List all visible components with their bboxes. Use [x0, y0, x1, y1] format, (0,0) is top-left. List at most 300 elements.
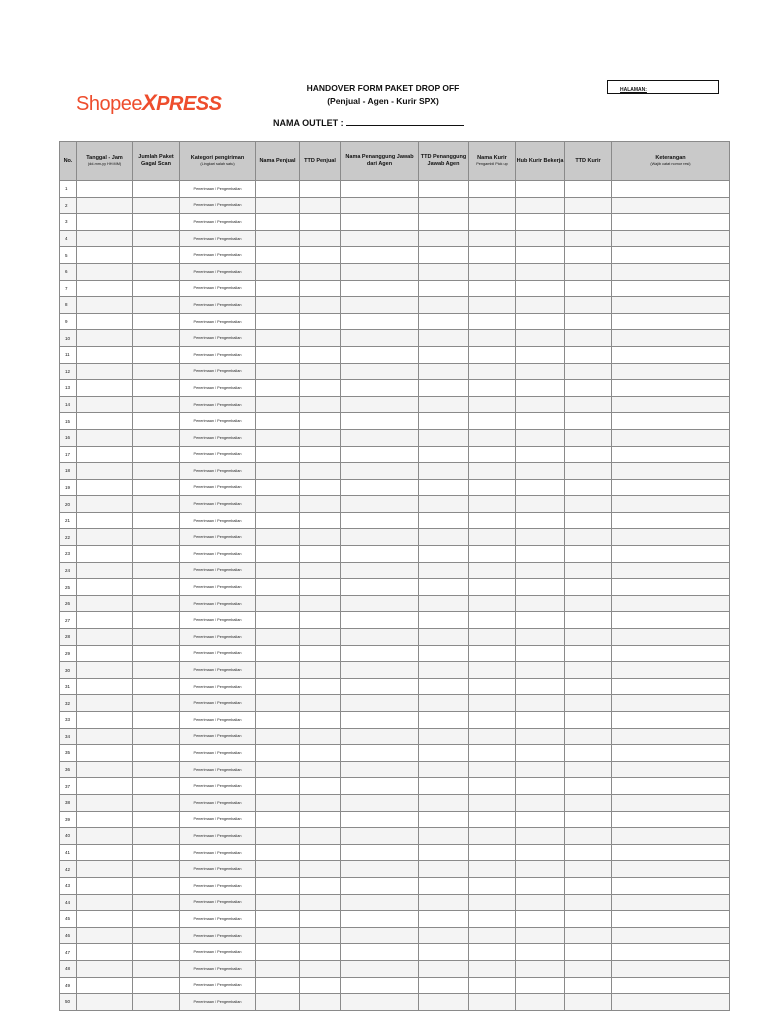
input-cell[interactable]	[565, 629, 612, 646]
input-cell[interactable]	[419, 313, 469, 330]
category-cell[interactable]: Penerimaan / Pengembalian	[180, 363, 256, 380]
input-cell[interactable]	[77, 214, 133, 231]
category-cell[interactable]: Penerimaan / Pengembalian	[180, 678, 256, 695]
input-cell[interactable]	[77, 695, 133, 712]
input-cell[interactable]	[256, 828, 300, 845]
input-cell[interactable]	[516, 745, 565, 762]
input-cell[interactable]	[419, 579, 469, 596]
input-cell[interactable]	[341, 546, 419, 563]
input-cell[interactable]	[77, 429, 133, 446]
input-cell[interactable]	[419, 678, 469, 695]
input-cell[interactable]	[341, 629, 419, 646]
category-cell[interactable]: Penerimaan / Pengembalian	[180, 280, 256, 297]
input-cell[interactable]	[77, 197, 133, 214]
input-cell[interactable]	[133, 861, 180, 878]
input-cell[interactable]	[419, 994, 469, 1011]
input-cell[interactable]	[612, 413, 730, 430]
input-cell[interactable]	[341, 944, 419, 961]
input-cell[interactable]	[516, 877, 565, 894]
input-cell[interactable]	[256, 811, 300, 828]
input-cell[interactable]	[419, 181, 469, 198]
input-cell[interactable]	[469, 877, 516, 894]
input-cell[interactable]	[133, 263, 180, 280]
input-cell[interactable]	[419, 977, 469, 994]
input-cell[interactable]	[612, 579, 730, 596]
input-cell[interactable]	[341, 346, 419, 363]
input-cell[interactable]	[612, 960, 730, 977]
input-cell[interactable]	[516, 861, 565, 878]
input-cell[interactable]	[612, 977, 730, 994]
category-cell[interactable]: Penerimaan / Pengembalian	[180, 230, 256, 247]
input-cell[interactable]	[565, 446, 612, 463]
input-cell[interactable]	[133, 496, 180, 513]
input-cell[interactable]	[77, 678, 133, 695]
category-cell[interactable]: Penerimaan / Pengembalian	[180, 330, 256, 347]
input-cell[interactable]	[77, 811, 133, 828]
input-cell[interactable]	[133, 761, 180, 778]
input-cell[interactable]	[256, 297, 300, 314]
input-cell[interactable]	[300, 230, 341, 247]
input-cell[interactable]	[77, 363, 133, 380]
category-cell[interactable]: Penerimaan / Pengembalian	[180, 479, 256, 496]
input-cell[interactable]	[419, 214, 469, 231]
input-cell[interactable]	[469, 446, 516, 463]
input-cell[interactable]	[565, 678, 612, 695]
input-cell[interactable]	[516, 662, 565, 679]
input-cell[interactable]	[612, 313, 730, 330]
category-cell[interactable]: Penerimaan / Pengembalian	[180, 446, 256, 463]
category-cell[interactable]: Penerimaan / Pengembalian	[180, 960, 256, 977]
input-cell[interactable]	[419, 363, 469, 380]
input-cell[interactable]	[256, 413, 300, 430]
input-cell[interactable]	[256, 263, 300, 280]
input-cell[interactable]	[565, 828, 612, 845]
input-cell[interactable]	[612, 330, 730, 347]
input-cell[interactable]	[469, 363, 516, 380]
input-cell[interactable]	[419, 413, 469, 430]
input-cell[interactable]	[341, 363, 419, 380]
input-cell[interactable]	[300, 712, 341, 729]
input-cell[interactable]	[565, 280, 612, 297]
input-cell[interactable]	[77, 861, 133, 878]
input-cell[interactable]	[256, 712, 300, 729]
input-cell[interactable]	[256, 678, 300, 695]
input-cell[interactable]	[565, 844, 612, 861]
input-cell[interactable]	[77, 380, 133, 397]
input-cell[interactable]	[300, 761, 341, 778]
input-cell[interactable]	[341, 612, 419, 629]
input-cell[interactable]	[612, 861, 730, 878]
input-cell[interactable]	[419, 695, 469, 712]
input-cell[interactable]	[133, 346, 180, 363]
input-cell[interactable]	[516, 463, 565, 480]
input-cell[interactable]	[565, 562, 612, 579]
input-cell[interactable]	[256, 778, 300, 795]
category-cell[interactable]: Penerimaan / Pengembalian	[180, 695, 256, 712]
input-cell[interactable]	[77, 977, 133, 994]
input-cell[interactable]	[341, 263, 419, 280]
input-cell[interactable]	[300, 844, 341, 861]
input-cell[interactable]	[612, 562, 730, 579]
input-cell[interactable]	[341, 728, 419, 745]
input-cell[interactable]	[612, 363, 730, 380]
input-cell[interactable]	[469, 313, 516, 330]
input-cell[interactable]	[77, 745, 133, 762]
category-cell[interactable]: Penerimaan / Pengembalian	[180, 662, 256, 679]
input-cell[interactable]	[77, 512, 133, 529]
input-cell[interactable]	[612, 745, 730, 762]
input-cell[interactable]	[133, 745, 180, 762]
input-cell[interactable]	[77, 960, 133, 977]
input-cell[interactable]	[565, 529, 612, 546]
input-cell[interactable]	[419, 960, 469, 977]
input-cell[interactable]	[77, 778, 133, 795]
input-cell[interactable]	[256, 728, 300, 745]
input-cell[interactable]	[256, 695, 300, 712]
category-cell[interactable]: Penerimaan / Pengembalian	[180, 828, 256, 845]
category-cell[interactable]: Penerimaan / Pengembalian	[180, 861, 256, 878]
input-cell[interactable]	[77, 894, 133, 911]
input-cell[interactable]	[300, 645, 341, 662]
category-cell[interactable]: Penerimaan / Pengembalian	[180, 894, 256, 911]
category-cell[interactable]: Penerimaan / Pengembalian	[180, 197, 256, 214]
input-cell[interactable]	[419, 861, 469, 878]
input-cell[interactable]	[612, 927, 730, 944]
input-cell[interactable]	[256, 214, 300, 231]
input-cell[interactable]	[419, 562, 469, 579]
input-cell[interactable]	[469, 380, 516, 397]
input-cell[interactable]	[341, 994, 419, 1011]
input-cell[interactable]	[565, 247, 612, 264]
input-cell[interactable]	[612, 346, 730, 363]
input-cell[interactable]	[341, 695, 419, 712]
category-cell[interactable]: Penerimaan / Pengembalian	[180, 396, 256, 413]
category-cell[interactable]: Penerimaan / Pengembalian	[180, 911, 256, 928]
input-cell[interactable]	[612, 214, 730, 231]
input-cell[interactable]	[565, 313, 612, 330]
input-cell[interactable]	[516, 629, 565, 646]
input-cell[interactable]	[300, 678, 341, 695]
input-cell[interactable]	[341, 911, 419, 928]
input-cell[interactable]	[516, 595, 565, 612]
category-cell[interactable]: Penerimaan / Pengembalian	[180, 346, 256, 363]
input-cell[interactable]	[256, 380, 300, 397]
input-cell[interactable]	[419, 645, 469, 662]
input-cell[interactable]	[300, 330, 341, 347]
input-cell[interactable]	[256, 579, 300, 596]
input-cell[interactable]	[77, 629, 133, 646]
input-cell[interactable]	[341, 247, 419, 264]
input-cell[interactable]	[77, 396, 133, 413]
input-cell[interactable]	[256, 629, 300, 646]
input-cell[interactable]	[256, 877, 300, 894]
input-cell[interactable]	[341, 313, 419, 330]
input-cell[interactable]	[77, 828, 133, 845]
category-cell[interactable]: Penerimaan / Pengembalian	[180, 811, 256, 828]
input-cell[interactable]	[341, 380, 419, 397]
input-cell[interactable]	[612, 645, 730, 662]
input-cell[interactable]	[565, 728, 612, 745]
input-cell[interactable]	[133, 960, 180, 977]
input-cell[interactable]	[565, 662, 612, 679]
input-cell[interactable]	[341, 429, 419, 446]
input-cell[interactable]	[565, 977, 612, 994]
input-cell[interactable]	[469, 977, 516, 994]
input-cell[interactable]	[469, 695, 516, 712]
input-cell[interactable]	[133, 944, 180, 961]
input-cell[interactable]	[565, 612, 612, 629]
category-cell[interactable]: Penerimaan / Pengembalian	[180, 844, 256, 861]
input-cell[interactable]	[469, 927, 516, 944]
input-cell[interactable]	[469, 197, 516, 214]
input-cell[interactable]	[256, 363, 300, 380]
input-cell[interactable]	[77, 844, 133, 861]
input-cell[interactable]	[612, 230, 730, 247]
input-cell[interactable]	[419, 546, 469, 563]
input-cell[interactable]	[341, 396, 419, 413]
input-cell[interactable]	[419, 330, 469, 347]
input-cell[interactable]	[469, 230, 516, 247]
category-cell[interactable]: Penerimaan / Pengembalian	[180, 463, 256, 480]
input-cell[interactable]	[133, 313, 180, 330]
input-cell[interactable]	[612, 512, 730, 529]
input-cell[interactable]	[256, 994, 300, 1011]
input-cell[interactable]	[77, 562, 133, 579]
input-cell[interactable]	[419, 280, 469, 297]
category-cell[interactable]: Penerimaan / Pengembalian	[180, 877, 256, 894]
input-cell[interactable]	[256, 761, 300, 778]
category-cell[interactable]: Penerimaan / Pengembalian	[180, 629, 256, 646]
input-cell[interactable]	[341, 529, 419, 546]
input-cell[interactable]	[300, 380, 341, 397]
input-cell[interactable]	[300, 496, 341, 513]
input-cell[interactable]	[565, 346, 612, 363]
input-cell[interactable]	[516, 247, 565, 264]
input-cell[interactable]	[469, 662, 516, 679]
category-cell[interactable]: Penerimaan / Pengembalian	[180, 645, 256, 662]
input-cell[interactable]	[565, 512, 612, 529]
input-cell[interactable]	[565, 994, 612, 1011]
input-cell[interactable]	[300, 479, 341, 496]
input-cell[interactable]	[516, 396, 565, 413]
input-cell[interactable]	[300, 546, 341, 563]
input-cell[interactable]	[133, 579, 180, 596]
input-cell[interactable]	[341, 595, 419, 612]
input-cell[interactable]	[469, 562, 516, 579]
input-cell[interactable]	[77, 479, 133, 496]
input-cell[interactable]	[565, 877, 612, 894]
input-cell[interactable]	[612, 263, 730, 280]
input-cell[interactable]	[133, 794, 180, 811]
input-cell[interactable]	[300, 994, 341, 1011]
input-cell[interactable]	[133, 728, 180, 745]
category-cell[interactable]: Penerimaan / Pengembalian	[180, 712, 256, 729]
input-cell[interactable]	[612, 662, 730, 679]
input-cell[interactable]	[469, 728, 516, 745]
input-cell[interactable]	[77, 230, 133, 247]
input-cell[interactable]	[612, 629, 730, 646]
input-cell[interactable]	[612, 695, 730, 712]
input-cell[interactable]	[565, 761, 612, 778]
input-cell[interactable]	[565, 363, 612, 380]
input-cell[interactable]	[300, 977, 341, 994]
input-cell[interactable]	[469, 629, 516, 646]
input-cell[interactable]	[612, 794, 730, 811]
input-cell[interactable]	[516, 811, 565, 828]
input-cell[interactable]	[341, 794, 419, 811]
input-cell[interactable]	[516, 546, 565, 563]
input-cell[interactable]	[419, 629, 469, 646]
input-cell[interactable]	[133, 413, 180, 430]
category-cell[interactable]: Penerimaan / Pengembalian	[180, 944, 256, 961]
input-cell[interactable]	[469, 396, 516, 413]
input-cell[interactable]	[300, 595, 341, 612]
input-cell[interactable]	[341, 280, 419, 297]
input-cell[interactable]	[256, 745, 300, 762]
input-cell[interactable]	[133, 844, 180, 861]
input-cell[interactable]	[516, 927, 565, 944]
input-cell[interactable]	[419, 911, 469, 928]
input-cell[interactable]	[469, 330, 516, 347]
input-cell[interactable]	[300, 861, 341, 878]
input-cell[interactable]	[77, 612, 133, 629]
input-cell[interactable]	[469, 894, 516, 911]
input-cell[interactable]	[612, 877, 730, 894]
input-cell[interactable]	[469, 263, 516, 280]
input-cell[interactable]	[516, 794, 565, 811]
input-cell[interactable]	[516, 529, 565, 546]
category-cell[interactable]: Penerimaan / Pengembalian	[180, 794, 256, 811]
input-cell[interactable]	[419, 844, 469, 861]
input-cell[interactable]	[133, 181, 180, 198]
input-cell[interactable]	[256, 446, 300, 463]
input-cell[interactable]	[300, 828, 341, 845]
input-cell[interactable]	[341, 197, 419, 214]
input-cell[interactable]	[300, 247, 341, 264]
input-cell[interactable]	[300, 662, 341, 679]
input-cell[interactable]	[469, 280, 516, 297]
input-cell[interactable]	[516, 562, 565, 579]
input-cell[interactable]	[469, 297, 516, 314]
input-cell[interactable]	[341, 181, 419, 198]
input-cell[interactable]	[133, 214, 180, 231]
input-cell[interactable]	[469, 181, 516, 198]
input-cell[interactable]	[516, 479, 565, 496]
input-cell[interactable]	[469, 479, 516, 496]
input-cell[interactable]	[612, 595, 730, 612]
input-cell[interactable]	[77, 313, 133, 330]
input-cell[interactable]	[419, 512, 469, 529]
input-cell[interactable]	[256, 546, 300, 563]
input-cell[interactable]	[300, 396, 341, 413]
input-cell[interactable]	[77, 330, 133, 347]
input-cell[interactable]	[516, 678, 565, 695]
input-cell[interactable]	[565, 944, 612, 961]
input-cell[interactable]	[133, 330, 180, 347]
input-cell[interactable]	[469, 761, 516, 778]
input-cell[interactable]	[300, 297, 341, 314]
input-cell[interactable]	[565, 579, 612, 596]
input-cell[interactable]	[419, 396, 469, 413]
input-cell[interactable]	[469, 944, 516, 961]
input-cell[interactable]	[133, 678, 180, 695]
input-cell[interactable]	[341, 512, 419, 529]
input-cell[interactable]	[565, 546, 612, 563]
input-cell[interactable]	[612, 761, 730, 778]
input-cell[interactable]	[300, 263, 341, 280]
input-cell[interactable]	[516, 346, 565, 363]
input-cell[interactable]	[565, 861, 612, 878]
input-cell[interactable]	[300, 612, 341, 629]
input-cell[interactable]	[469, 346, 516, 363]
input-cell[interactable]	[565, 745, 612, 762]
input-cell[interactable]	[565, 894, 612, 911]
input-cell[interactable]	[133, 529, 180, 546]
input-cell[interactable]	[419, 828, 469, 845]
input-cell[interactable]	[419, 612, 469, 629]
input-cell[interactable]	[516, 380, 565, 397]
input-cell[interactable]	[256, 479, 300, 496]
input-cell[interactable]	[77, 446, 133, 463]
input-cell[interactable]	[77, 662, 133, 679]
input-cell[interactable]	[516, 579, 565, 596]
input-cell[interactable]	[565, 214, 612, 231]
input-cell[interactable]	[516, 363, 565, 380]
input-cell[interactable]	[565, 960, 612, 977]
input-cell[interactable]	[133, 811, 180, 828]
input-cell[interactable]	[300, 529, 341, 546]
input-cell[interactable]	[469, 794, 516, 811]
input-cell[interactable]	[612, 828, 730, 845]
input-cell[interactable]	[419, 496, 469, 513]
input-cell[interactable]	[133, 562, 180, 579]
input-cell[interactable]	[133, 363, 180, 380]
input-cell[interactable]	[300, 695, 341, 712]
input-cell[interactable]	[516, 280, 565, 297]
input-cell[interactable]	[469, 579, 516, 596]
input-cell[interactable]	[341, 562, 419, 579]
input-cell[interactable]	[341, 496, 419, 513]
input-cell[interactable]	[612, 529, 730, 546]
input-cell[interactable]	[341, 230, 419, 247]
input-cell[interactable]	[419, 877, 469, 894]
input-cell[interactable]	[300, 944, 341, 961]
input-cell[interactable]	[469, 546, 516, 563]
input-cell[interactable]	[133, 429, 180, 446]
input-cell[interactable]	[300, 745, 341, 762]
input-cell[interactable]	[419, 728, 469, 745]
input-cell[interactable]	[419, 247, 469, 264]
input-cell[interactable]	[469, 512, 516, 529]
input-cell[interactable]	[469, 214, 516, 231]
input-cell[interactable]	[565, 595, 612, 612]
input-cell[interactable]	[300, 197, 341, 214]
input-cell[interactable]	[341, 894, 419, 911]
input-cell[interactable]	[469, 429, 516, 446]
input-cell[interactable]	[341, 844, 419, 861]
input-cell[interactable]	[612, 911, 730, 928]
input-cell[interactable]	[516, 496, 565, 513]
input-cell[interactable]	[77, 413, 133, 430]
input-cell[interactable]	[516, 512, 565, 529]
input-cell[interactable]	[341, 413, 419, 430]
input-cell[interactable]	[419, 463, 469, 480]
category-cell[interactable]: Penerimaan / Pengembalian	[180, 745, 256, 762]
input-cell[interactable]	[419, 712, 469, 729]
category-cell[interactable]: Penerimaan / Pengembalian	[180, 413, 256, 430]
input-cell[interactable]	[256, 612, 300, 629]
input-cell[interactable]	[300, 794, 341, 811]
